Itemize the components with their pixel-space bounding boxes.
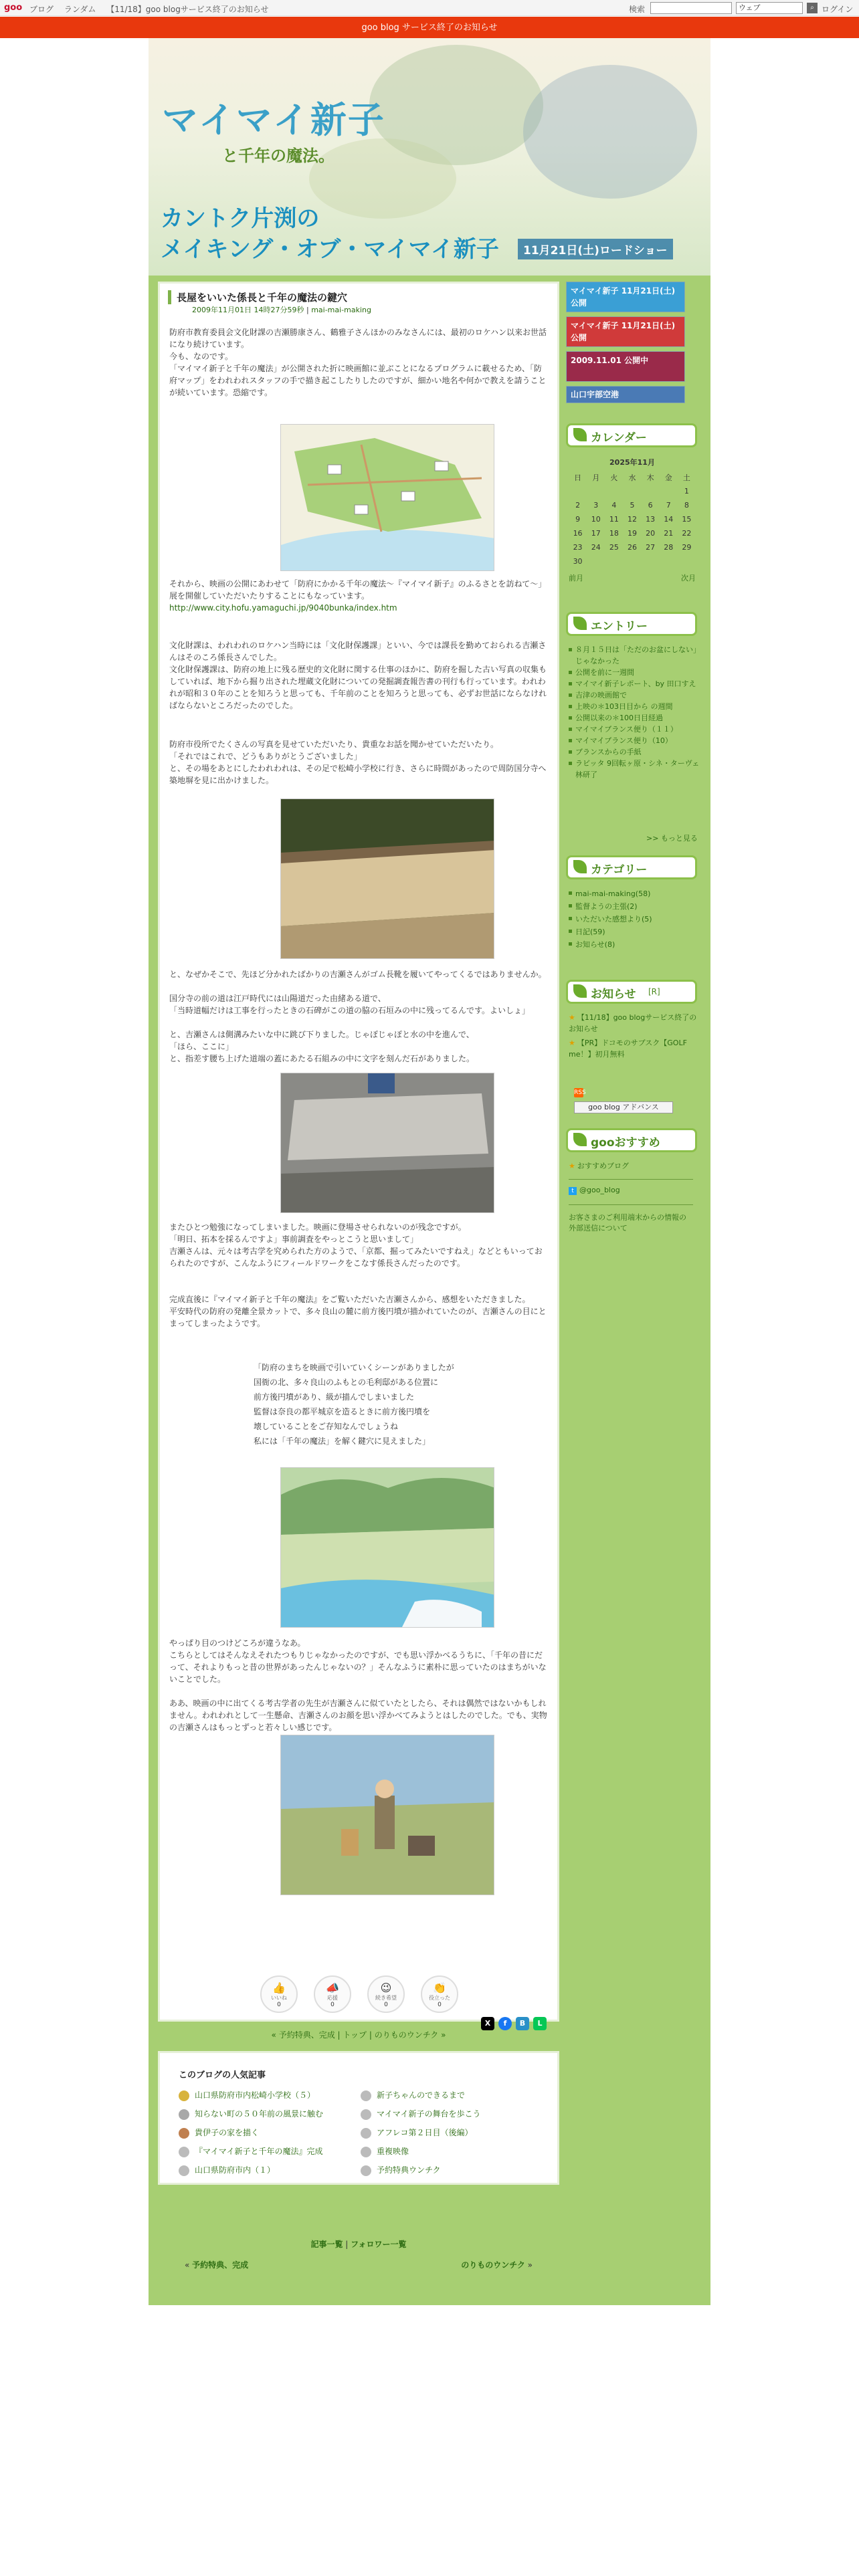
entries-more-link[interactable]: >> もっと見る <box>646 834 698 843</box>
leaf-icon <box>573 428 587 441</box>
sidebar-banner[interactable]: 山口宇部空港 <box>566 386 685 403</box>
rank-icon <box>179 2147 189 2157</box>
notice-link[interactable]: 【PR】ドコモのサブスク【GOLF me！】初月無料 <box>569 1039 687 1059</box>
rank-icon <box>361 2090 371 2101</box>
quote-line: 「防府のまちを映画で引いていくシーンがありましたが <box>254 1363 454 1372</box>
paragraph: 防府市役所でたくさんの写真を見せていただいたり、貴重なお話を聞かせていただいたり。 <box>169 740 499 749</box>
calendar-day[interactable]: 30 <box>573 557 583 566</box>
popular-item[interactable] <box>179 2127 259 2139</box>
sidebar-banner[interactable]: マイマイ新子 11月21日(土)公開 <box>566 282 685 312</box>
external-link <box>169 602 549 614</box>
calendar-day <box>642 484 660 498</box>
entry-link[interactable]: マイマイ新子レポート、by 田口すえ <box>575 679 696 688</box>
calendar-day[interactable]: 22 <box>682 529 692 538</box>
calendar-day <box>660 484 678 498</box>
weekday: 月 <box>592 473 600 482</box>
paragraph: それから、映画の公開にあわせて「防府にかかる千年の魔法～『マイマイ新子』のふるさとを訪ねて～」展を開催していただいたりすることにもなっています。 <box>169 579 547 601</box>
reaction-count: 0 <box>438 2002 442 2008</box>
popular-item-link[interactable]: 山口県防府市内（１） <box>195 2165 276 2175</box>
calendar-day[interactable]: 7 <box>666 501 671 510</box>
next-wrap <box>461 2259 533 2270</box>
calendar-day <box>623 484 641 498</box>
x-share-icon[interactable]: X <box>481 2017 494 2030</box>
popular-item-link[interactable]: 新子ちゃんのできるまで <box>377 2090 466 2100</box>
entry-link[interactable]: ブランスからの手紙 <box>575 748 642 756</box>
reaction-count: 0 <box>384 2002 388 2008</box>
bottom-prev-link[interactable]: 予約特典、完成 <box>192 2260 249 2270</box>
paragraph: 「ほら、ここに」 <box>169 1042 234 1051</box>
calendar-day[interactable]: 15 <box>682 515 692 524</box>
entry-item[interactable] <box>569 758 700 780</box>
entry-link[interactable]: 吉津の映画館で <box>575 691 627 700</box>
calendar-title: 2025年11月 <box>609 458 655 467</box>
popular-item[interactable] <box>179 2145 323 2157</box>
popular-posts-title: このブログの人気記事 <box>179 2070 266 2080</box>
weekday: 木 <box>646 473 654 482</box>
twitter-link[interactable]: @goo_blog <box>579 1186 620 1194</box>
calendar-next-link[interactable]: 次月 <box>681 574 696 582</box>
goo-logo[interactable]: goo <box>4 3 23 13</box>
popular-item-link[interactable]: 予約特典ウンチク <box>377 2165 441 2175</box>
calendar-day <box>642 554 660 568</box>
popular-item-link[interactable]: 重複映像 <box>377 2147 409 2156</box>
paragraph: と、その場をあとにしたわれわれは、その足で松崎小学校に行き、さらに時間があったので周防国分寺へ築地塀を見に出かけました。 <box>169 764 547 785</box>
category-link[interactable]: いただいた感想より(5) <box>575 915 652 924</box>
reaction-cheer-button[interactable] <box>314 1975 351 2013</box>
meta-separator: | <box>306 306 309 314</box>
paragraph: 文化財課は、われわれのロケハン当時には「文化財保護課」といい、今では課長を勤めておられる吉瀬さんはそのころ係長さんでした。 <box>169 641 547 662</box>
calendar-week <box>569 484 696 498</box>
prev-arrow-icon: « <box>185 2260 190 2270</box>
entry-link[interactable]: ８月１５日は「ただのお盆にしない」じゃなかった <box>575 645 697 665</box>
sidebar-banner[interactable]: マイマイ新子 11月21日(土)公開 <box>566 316 685 347</box>
calendar-day <box>623 554 641 568</box>
calendar-day[interactable]: 27 <box>646 543 656 552</box>
search-scope-select[interactable]: ウェブ <box>736 2 803 14</box>
paragraph: 吉瀬さんは、元々は考古学を究められた方のようで、「京都、掘ってみたいですねえ」などともいっておられたのですが、こんなふうにフィールドワークをこなす係長さんだったのです。 <box>169 1247 543 1268</box>
earthen-wall-photo <box>280 798 494 959</box>
weekday: 火 <box>610 473 618 482</box>
leaf-icon <box>573 1133 587 1146</box>
entry-item[interactable] <box>569 735 700 746</box>
calendar-day[interactable]: 26 <box>627 543 637 552</box>
entry-link[interactable]: 公開以来の＊100日目経過 <box>575 714 663 722</box>
paragraph: 文化財保護課は、防府の地上に残る歴史的文化財に関する仕事のほかに、防府を掘した古い写真の収集もしていれば、地下から掘り出された埋蔵文化財についての発掘調査報告書の刊行も行っています。われわれが昭和３０年のことを知ろうと思っても、千年前のことを知ろうと思っても、必ずお世話にならなければならないところだったのでした。 <box>169 665 547 710</box>
wink-icon: 😉 <box>380 1981 392 1994</box>
paragraph: と、指差す腰ち上げた道端の蓋にあたる石組みの中に文字を刻んだ石がありました。 <box>169 1054 475 1063</box>
leaf-icon <box>573 860 587 873</box>
paragraph: 今も、なのです。 <box>169 352 233 361</box>
reaction-label: 続き希望 <box>375 1995 397 2001</box>
notice-heading: お知らせ <box>591 988 636 1001</box>
post-meta <box>192 304 371 315</box>
entries-heading: エントリー <box>591 620 648 633</box>
calendar-day[interactable]: 20 <box>646 529 656 538</box>
nav-blog-link[interactable]: ブログ <box>29 5 54 14</box>
calendar-day[interactable]: 23 <box>573 543 583 552</box>
entry-item[interactable] <box>569 689 700 701</box>
facebook-share-icon[interactable]: f <box>498 2017 512 2030</box>
article <box>158 282 559 2028</box>
popular-item[interactable] <box>179 2108 323 2120</box>
calendar-day <box>569 484 587 498</box>
entry-item[interactable] <box>569 746 700 758</box>
entry-item[interactable] <box>569 678 700 689</box>
quote-line: 監督は奈良の都平城京を造るときに前方後円墳を <box>254 1407 431 1416</box>
calendar-day[interactable]: 6 <box>648 501 653 510</box>
entry-item[interactable] <box>569 712 700 724</box>
notice-header <box>566 980 697 1004</box>
bottom-navigation <box>158 2238 559 2272</box>
calendar-week <box>569 554 696 568</box>
calendar-day[interactable]: 21 <box>664 529 674 538</box>
rank-icon <box>361 2165 371 2176</box>
next-arrow-icon: » <box>441 2030 446 2040</box>
archaeologist-still <box>280 1735 494 1895</box>
exhibit-link[interactable]: http://www.city.hofu.yamaguchi.jp/9040bunka/index.htm <box>169 603 397 613</box>
category-item[interactable] <box>569 926 700 938</box>
recommend-link[interactable]: おすすめブログ <box>577 1162 629 1170</box>
top-link[interactable]: トップ <box>343 2030 367 2040</box>
bottom-next-link[interactable]: のりものウンチク <box>461 2260 525 2270</box>
entry-link[interactable]: マイマイブランス便り（10） <box>575 736 672 745</box>
notice-badge: [R] <box>648 987 660 996</box>
calendar-day[interactable]: 28 <box>664 543 674 552</box>
goo-blog-advance-badge[interactable]: goo blog アドバンス <box>574 1101 673 1113</box>
reaction-label: 役立った <box>429 1995 450 2001</box>
hatena-share-icon[interactable]: B <box>516 2017 529 2030</box>
top-bar <box>0 0 859 16</box>
entry-item[interactable] <box>569 644 700 667</box>
calendar-day <box>660 554 678 568</box>
category-link[interactable]: mai-mai-making(58) <box>575 889 651 898</box>
reaction-more-button[interactable] <box>367 1975 405 2013</box>
recommend-item[interactable] <box>569 1160 629 1171</box>
calendar-day[interactable]: 18 <box>609 529 619 538</box>
entry-link[interactable]: 上映の＊103日目から の週間 <box>575 702 673 711</box>
reaction-count: 0 <box>277 2002 281 2008</box>
category-heading: カテゴリー <box>591 863 648 877</box>
service-notice-bar <box>0 17 859 38</box>
search-icon[interactable]: ⌕ <box>807 3 818 13</box>
nav-notice-link[interactable]: 【11/18】goo blogサービス終了のお知らせ <box>106 5 269 14</box>
divider <box>569 1204 693 1205</box>
calendar-day[interactable]: 16 <box>573 529 583 538</box>
entries-header <box>566 612 697 636</box>
quote-line: 前方後円墳があり、級が描んでしまいました <box>254 1392 415 1402</box>
paragraph: またひとつ勉強になってしまいました。映画に登場させられないのが残念ですが。 <box>169 1222 466 1232</box>
prev-post-link[interactable]: 予約特典、完成 <box>278 2030 335 2040</box>
hofu-map-image <box>280 424 494 571</box>
category-header <box>566 855 697 879</box>
popular-item[interactable] <box>361 2089 465 2101</box>
popular-item-link[interactable]: 貴伊子の家を描く <box>195 2128 260 2137</box>
popular-item[interactable] <box>361 2145 409 2157</box>
sidebar-banner[interactable]: 2009.11.01 公開中 <box>566 351 685 382</box>
paragraph: 「マイマイ新子と千年の魔法」が公開された折に映画館に並ぶことになるプログラムに載せるため、「防府マップ」をわれわれスタッフの手で描き起こしたりしたのですが、細かい地名や何かで教えを請うことが続いています。恐縮です。 <box>169 364 547 397</box>
reaction-helpful-button[interactable] <box>421 1975 458 2013</box>
weekday: 水 <box>628 473 636 482</box>
category-link[interactable]: お知らせ(8) <box>575 940 615 949</box>
paragraph: 防府市教育委員会文化財課の吉瀬勝康さん、鶴雅子さんほかのみなさんには、最初のロケハン以来お世話になり続けています。 <box>169 328 547 349</box>
film-subtitle: と千年の魔法。 <box>222 146 335 165</box>
paragraph: と、なぜかそこで、先ほど分かれたばかりの吉瀬さんがゴム長靴を履いてやってくるではありませんか。 <box>169 970 547 979</box>
category-list <box>569 887 700 951</box>
rank-icon <box>361 2109 371 2120</box>
popular-item[interactable] <box>179 2089 315 2101</box>
calendar-week <box>569 540 696 554</box>
crown-icon <box>179 2128 189 2139</box>
calendar-day[interactable]: 17 <box>591 529 601 538</box>
service-notice-link[interactable]: goo blog サービス終了のお知らせ <box>361 23 498 33</box>
follower-list-link[interactable]: フォロワー一覧 <box>351 2240 407 2249</box>
popular-item-link[interactable]: 山口県防府市内松崎小学校（５） <box>195 2090 316 2100</box>
calendar-day[interactable]: 24 <box>591 543 601 552</box>
entry-item[interactable] <box>569 701 700 712</box>
popular-item-link[interactable]: 『マイマイ新子と千年の魔法』完成 <box>195 2147 323 2156</box>
notice-link[interactable]: 【11/18】goo blogサービス終了のお知らせ <box>569 1013 697 1033</box>
nav-separator: | <box>345 2240 349 2249</box>
calendar-day[interactable]: 9 <box>575 515 581 524</box>
calendar-header <box>566 423 697 447</box>
post-title: 長屋をいいた係長と千年の魔法の鍵穴 <box>168 290 551 304</box>
category-item[interactable] <box>569 938 700 951</box>
blog-page <box>149 38 710 2305</box>
search-input[interactable] <box>650 2 732 14</box>
nav-separator: | <box>369 2030 372 2040</box>
weekday: 金 <box>664 473 672 482</box>
category-link[interactable]: 日記(59) <box>575 928 605 936</box>
external-transmission-policy-link[interactable]: お客さまのご利用端末からの情報の外部送信について <box>569 1213 686 1232</box>
recommend-header <box>566 1128 697 1152</box>
popular-posts <box>158 2051 559 2185</box>
nav-random-link[interactable]: ランダム <box>64 5 96 14</box>
paragraph: 平安時代の防府の発離全景カットで、多々良山の麓に前方後円墳が描かれていたのが、吉瀬さんの目にとまってしまったようです。 <box>169 1307 547 1328</box>
blog-header-banner[interactable] <box>149 38 710 276</box>
paragraph: 国分寺の前の道は江戸時代には山陽道だった由緒ある道で、 <box>169 994 386 1003</box>
paragraph: と、吉瀬さんは側溝みたいな中に跳び下りました。じゃぽじゃぽと水の中を進んで、 <box>169 1030 474 1039</box>
paragraph: ああ、映画の中に出てくる考古学者の先生が吉瀬さんに似ていたとしたら、それは偶然ではないかもしれません。われわれとして一生懸命、吉瀬さんのお顔を思い浮かべてみようとはしたのでした。でも、実物の吉瀬さんはもっとずっと若々しい感じです。 <box>169 1699 547 1732</box>
calendar-week <box>569 512 696 526</box>
category-item[interactable] <box>569 900 700 913</box>
entry-link[interactable]: 公開を前に一週間 <box>575 668 634 677</box>
calendar-day[interactable]: 1 <box>684 487 689 496</box>
search-label: 検索 <box>629 5 646 14</box>
category-item[interactable] <box>569 887 700 900</box>
top-nav <box>29 3 276 15</box>
calendar-day <box>678 554 696 568</box>
list-links <box>158 2238 559 2250</box>
calendar <box>569 457 696 584</box>
reaction-buttons <box>260 1975 461 2016</box>
blog-title-line2: メイキング・オブ・マイマイ新子 <box>161 236 499 263</box>
calendar-prev-link[interactable]: 前月 <box>569 574 583 582</box>
rank-icon <box>361 2128 371 2139</box>
clap-icon: 👏 <box>433 1981 446 1994</box>
banner-illustration-2 <box>523 65 697 199</box>
popular-item-link[interactable]: 知らない町の５０年前の風景に触む <box>195 2109 324 2119</box>
calendar-day[interactable]: 10 <box>591 515 601 524</box>
quote-line: 国衙の北、多々良山のふもとの毛利邸がある位置に <box>254 1378 439 1387</box>
stone-marker-photo <box>280 1073 494 1213</box>
entry-link[interactable]: マイマイブランス便り（１１） <box>575 725 678 734</box>
film-title: マイマイ新子 <box>162 99 385 141</box>
popular-item-link[interactable]: アフレコ第２日目（後編） <box>377 2128 473 2137</box>
prev-arrow-icon: « <box>271 2030 276 2040</box>
divider <box>569 1179 693 1180</box>
crown-icon <box>179 2109 189 2120</box>
calendar-day[interactable]: 19 <box>627 529 637 538</box>
calendar-day <box>587 554 605 568</box>
blog-title-line1: カントク片渕の <box>161 205 320 232</box>
entry-link[interactable]: ラビッタ 9回転ヶ原・シネ・ターヴェ林研了 <box>575 759 700 779</box>
leaf-icon <box>573 617 587 630</box>
category-item[interactable] <box>569 913 700 926</box>
reaction-label: いいね <box>271 1995 287 2001</box>
rss-icon[interactable]: RSS <box>574 1089 586 1096</box>
rank-icon <box>179 2165 189 2176</box>
crown-icon <box>179 2090 189 2101</box>
post-category-link[interactable]: mai-mai-making <box>311 306 372 314</box>
rank-icon <box>361 2147 371 2157</box>
entries-list <box>569 644 700 780</box>
reaction-label: 応援 <box>327 1995 338 2001</box>
post-list-link[interactable]: 記事一覧 <box>310 2240 343 2249</box>
calendar-day[interactable]: 3 <box>593 501 599 510</box>
entry-item[interactable] <box>569 667 700 678</box>
weekday: 土 <box>682 473 690 482</box>
weekday: 日 <box>574 473 582 482</box>
recommend-heading: gooおすすめ <box>591 1136 660 1150</box>
calendar-day[interactable]: 2 <box>575 501 581 510</box>
paragraph: こちらとしてはそんなえそれたつもりじゃなかったのですが、でも思い浮かべるうちに、「千年の昔にだって、それよりもっと昔の世界があったんじゃないの？」そんなふうに素朴に思っていたのはまちがいないことでした。 <box>169 1650 547 1684</box>
twitter-item[interactable] <box>569 1186 620 1195</box>
quote-line: 壊していることをご存知なんでしょうね <box>254 1422 399 1431</box>
quote-line: 私には「千年の魔法」を解く鍵穴に見えました」 <box>254 1436 431 1446</box>
calendar-week <box>569 498 696 512</box>
calendar-day <box>605 484 623 498</box>
twitter-icon: t <box>569 1187 577 1195</box>
star-icon: ★ <box>569 1162 575 1170</box>
nav-separator: | <box>337 2030 341 2040</box>
next-arrow-icon: » <box>527 2260 533 2270</box>
line-share-icon[interactable]: L <box>533 2017 547 2030</box>
login-link[interactable]: ログイン <box>822 5 854 14</box>
post-navigation <box>158 2029 559 2040</box>
calendar-nav <box>569 572 696 584</box>
policy-item[interactable] <box>569 1212 693 1234</box>
paragraph: 「当時道幅だけは工事を行ったときの石碑がこの道の脇の石垣みの中に残ってるんです。よいしょ」 <box>169 1006 531 1015</box>
megaphone-icon: 📣 <box>326 1981 339 1994</box>
calendar-table <box>569 470 696 568</box>
popular-item-link[interactable]: マイマイ新子の舞台を歩こう <box>377 2109 481 2119</box>
entry-item[interactable] <box>569 724 700 735</box>
prev-wrap <box>185 2259 248 2270</box>
film-landscape-still <box>280 1467 494 1628</box>
notice-item[interactable] <box>569 1037 700 1060</box>
calendar-day[interactable]: 29 <box>682 543 692 552</box>
calendar-day <box>605 554 623 568</box>
popular-item[interactable] <box>179 2164 275 2176</box>
reaction-like-button[interactable] <box>260 1975 298 2013</box>
calendar-days <box>569 484 696 568</box>
paragraph: 完成直後に『マイマイ新子と千年の魔法』をご覧いただいた吉瀬さんから、感想をいただきました。 <box>169 1295 531 1304</box>
post-date-link[interactable]: 2009年11月01日 14時27分59秒 <box>192 306 304 314</box>
release-date: 11月21日(土)ロードショー <box>518 239 673 259</box>
popular-item[interactable] <box>361 2108 481 2120</box>
calendar-day[interactable]: 11 <box>609 515 619 524</box>
notice-item[interactable] <box>569 1012 700 1035</box>
leaf-icon <box>573 984 587 998</box>
paragraph: やっぱり目のつけどころが違うなあ。 <box>169 1638 306 1648</box>
calendar-day[interactable]: 4 <box>611 501 617 510</box>
calendar-week <box>569 526 696 540</box>
popular-item[interactable] <box>361 2127 473 2139</box>
calendar-day[interactable]: 12 <box>627 515 637 524</box>
impression-quote <box>254 1360 468 1448</box>
calendar-day[interactable]: 5 <box>630 501 635 510</box>
paragraph: 「それではこれで、どうもありがとうございました」 <box>169 752 362 761</box>
star-icon: ★ <box>569 1039 575 1047</box>
calendar-day[interactable]: 13 <box>646 515 656 524</box>
calendar-day <box>587 484 605 498</box>
thumbs-up-icon: 👍 <box>272 1981 286 1994</box>
calendar-day[interactable]: 14 <box>664 515 674 524</box>
reaction-count: 0 <box>330 2002 335 2008</box>
calendar-day[interactable]: 25 <box>609 543 619 552</box>
category-link[interactable]: 監督ようの主張(2) <box>575 902 638 911</box>
calendar-heading: カレンダー <box>591 431 647 445</box>
prev-next-links <box>158 2259 559 2272</box>
next-post-link[interactable]: のりものウンチク <box>374 2030 439 2040</box>
calendar-day[interactable]: 8 <box>684 501 689 510</box>
popular-item[interactable] <box>361 2164 441 2176</box>
paragraph: 「明日、拓本を採るんですよ」事前調査をやっとこうと思いまして」 <box>169 1235 419 1244</box>
star-icon: ★ <box>569 1013 575 1022</box>
